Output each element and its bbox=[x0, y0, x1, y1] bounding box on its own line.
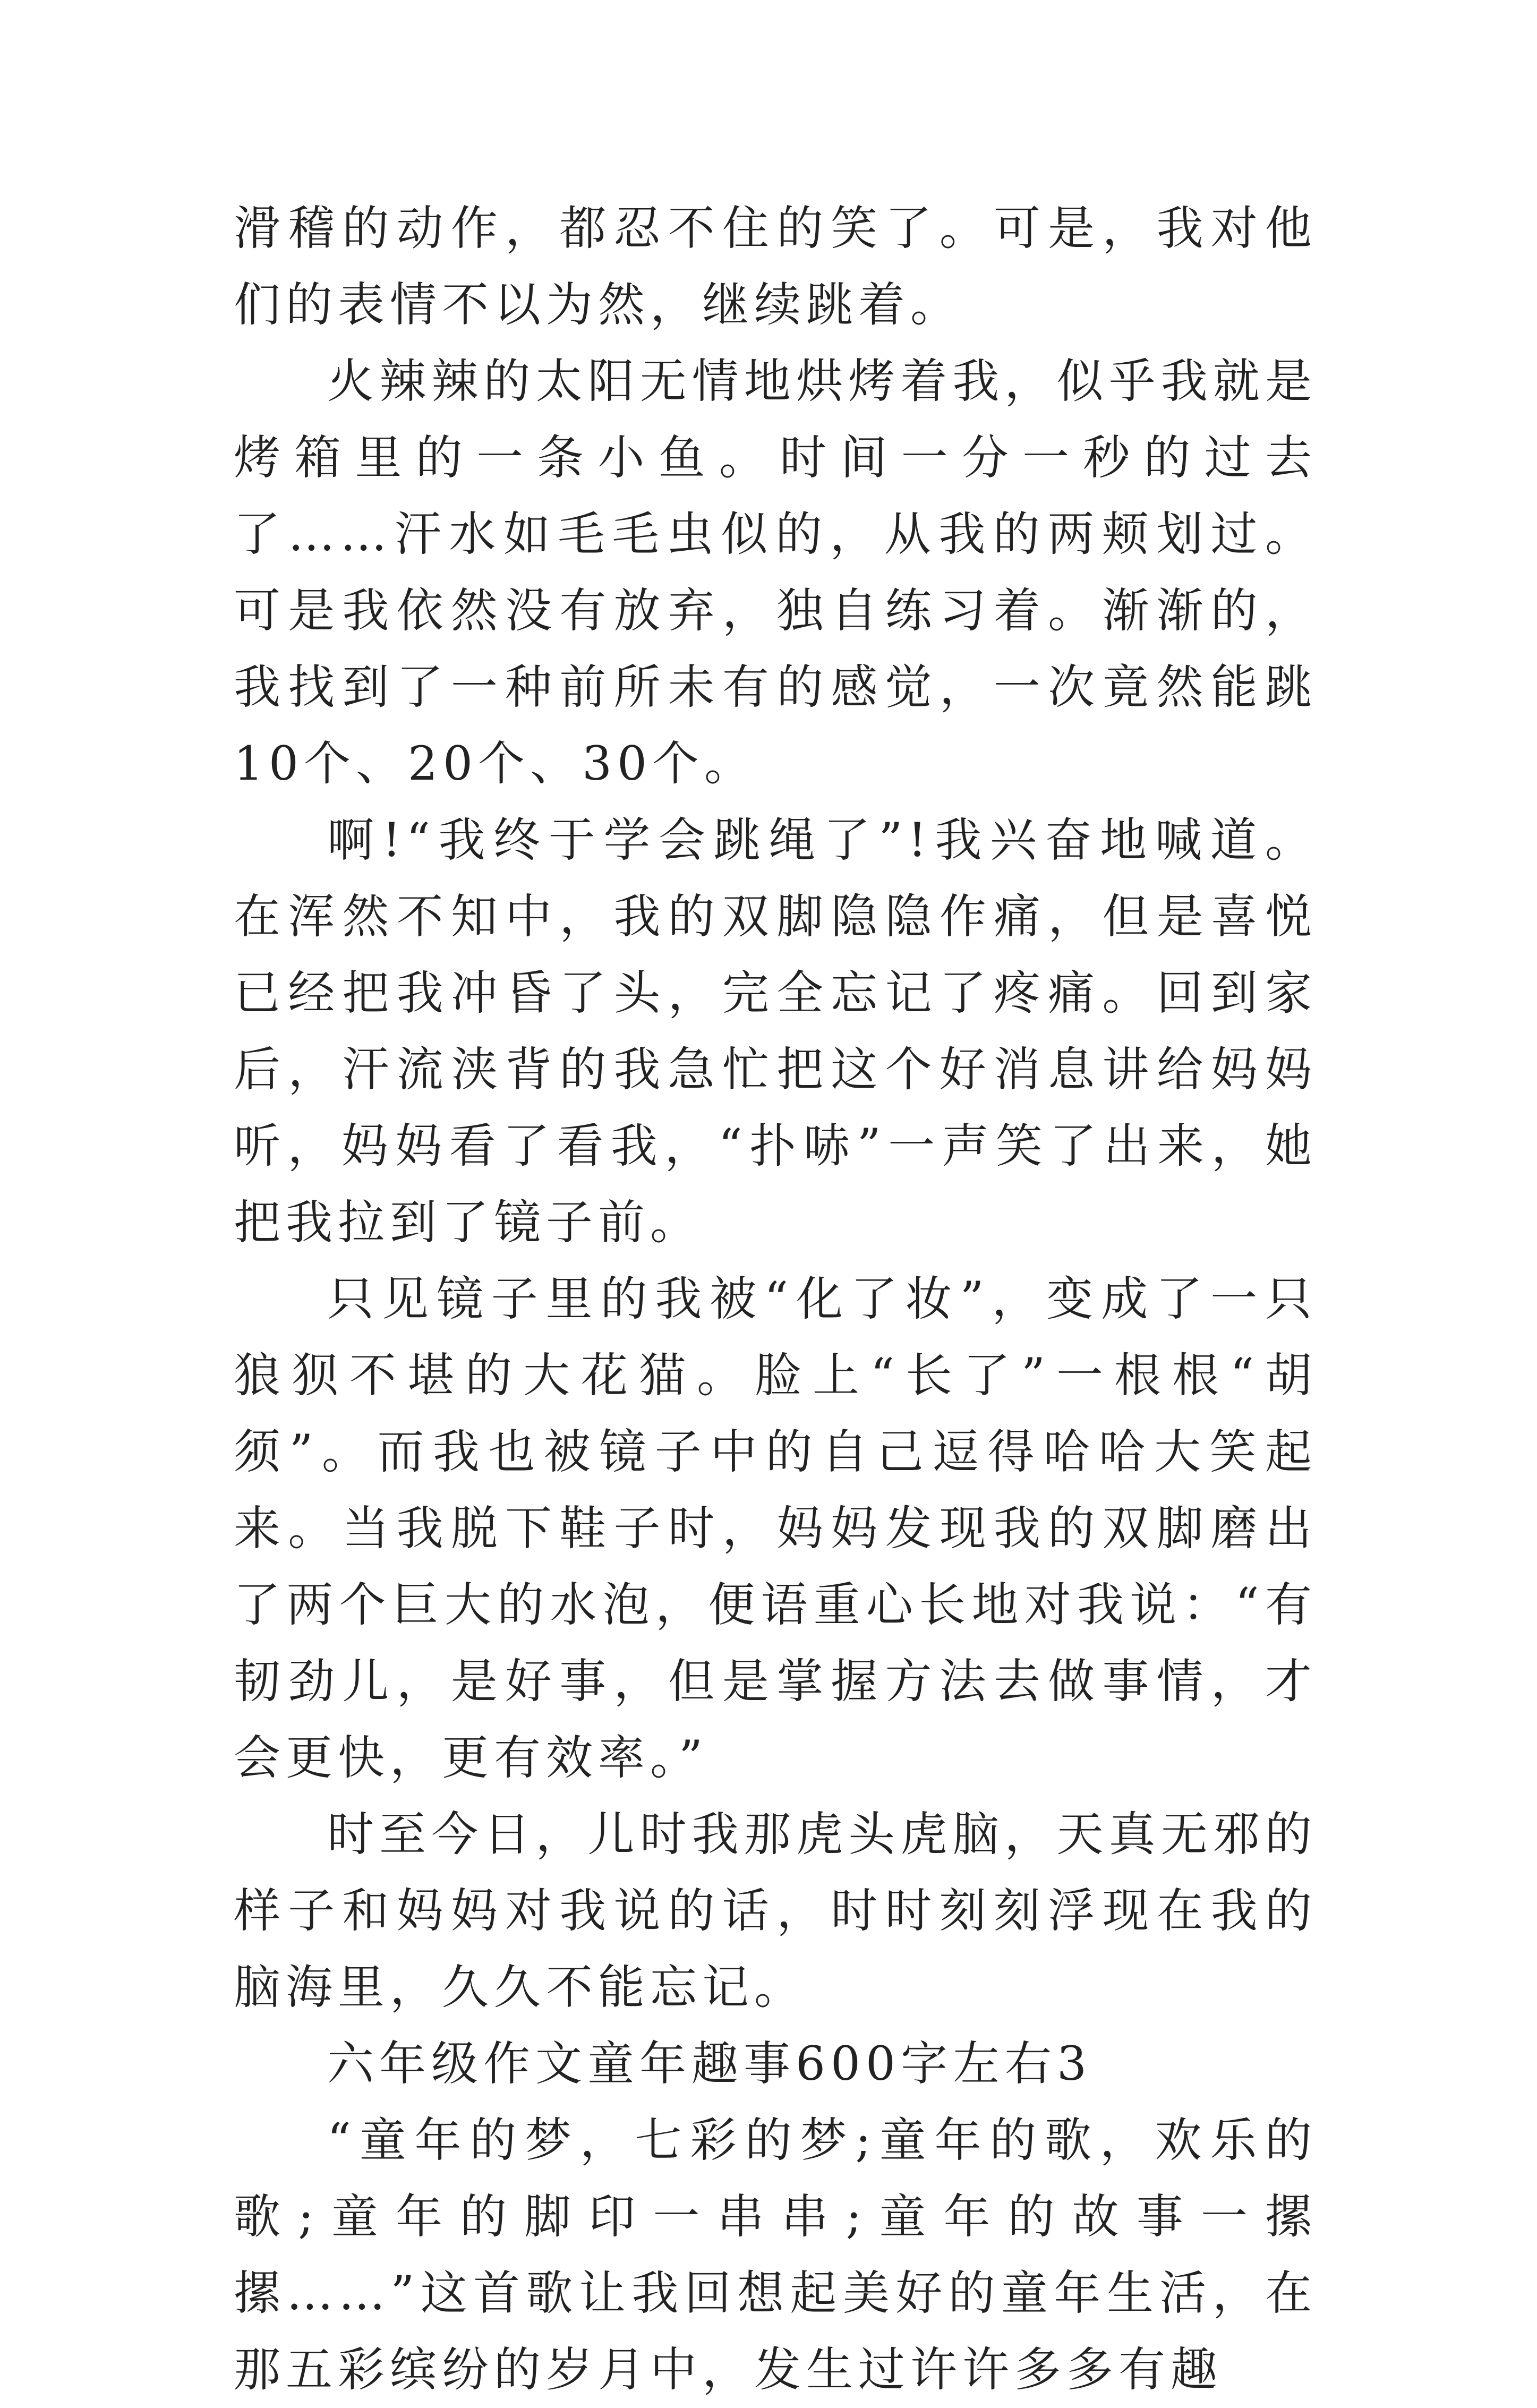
body-text bbox=[234, 190, 1317, 2408]
paragraph-sun: 火辣辣的太阳无情地烘烤着我，似乎我就是烤箱里的一条小鱼。时间一分一秒的过去了……汗水如毛毛虫似的，从我的两颊划过。可是我依然没有放弃，独自练习着。渐渐的，我找到了一种前所未有的感觉，一次竟然能跳10个、20个、30个。 bbox=[234, 354, 1317, 791]
paragraph-mirror: 只见镜子里的我被“化了妆”，变成了一只狼狈不堪的大花猫。脸上“长了”一根根“胡须”。而我也被镜子中的自己逗得哈哈大笑起来。当我脱下鞋子时，妈妈发现我的双脚磨出了两个巨大的水泡，便语重心长地对我说：“有韧劲儿，是好事，但是掌握方法去做事情，才会更快，更有效率。” bbox=[234, 1271, 1317, 1785]
paragraph-learned-jump-rope: 啊!“我终于学会跳绳了”!我兴奋地喊道。在浑然不知中，我的双脚隐隐作痛，但是喜悦已经把我冲昏了头，完全忘记了疼痛。回到家后，汗流浃背的我急忙把这个好消息讲给妈妈听，妈妈看了看我，“扑哧”一声笑了出来，她把我拉到了镜子前。 bbox=[234, 813, 1317, 1250]
paragraph-memory: 时至今日，儿时我那虎头虎脑，天真无邪的样子和妈妈对我说的话，时时刻刻浮现在我的脑海里，久久不能忘记。 bbox=[234, 1807, 1317, 2014]
paragraph-continuation: 滑稽的动作，都忍不住的笑了。可是，我对他们的表情不以为然，继续跳着。 bbox=[234, 201, 1317, 332]
section-heading: 六年级作文童年趣事600字左右3 bbox=[327, 2036, 1092, 2091]
paragraph-childhood-song: “童年的梦，七彩的梦;童年的歌，欢乐的歌;童年的脚印一串串;童年的故事一摞摞……”这首歌让我回想起美好的童年生活，在那五彩缤纷的岁月中，发生过许许多多有趣 bbox=[234, 2113, 1317, 2397]
